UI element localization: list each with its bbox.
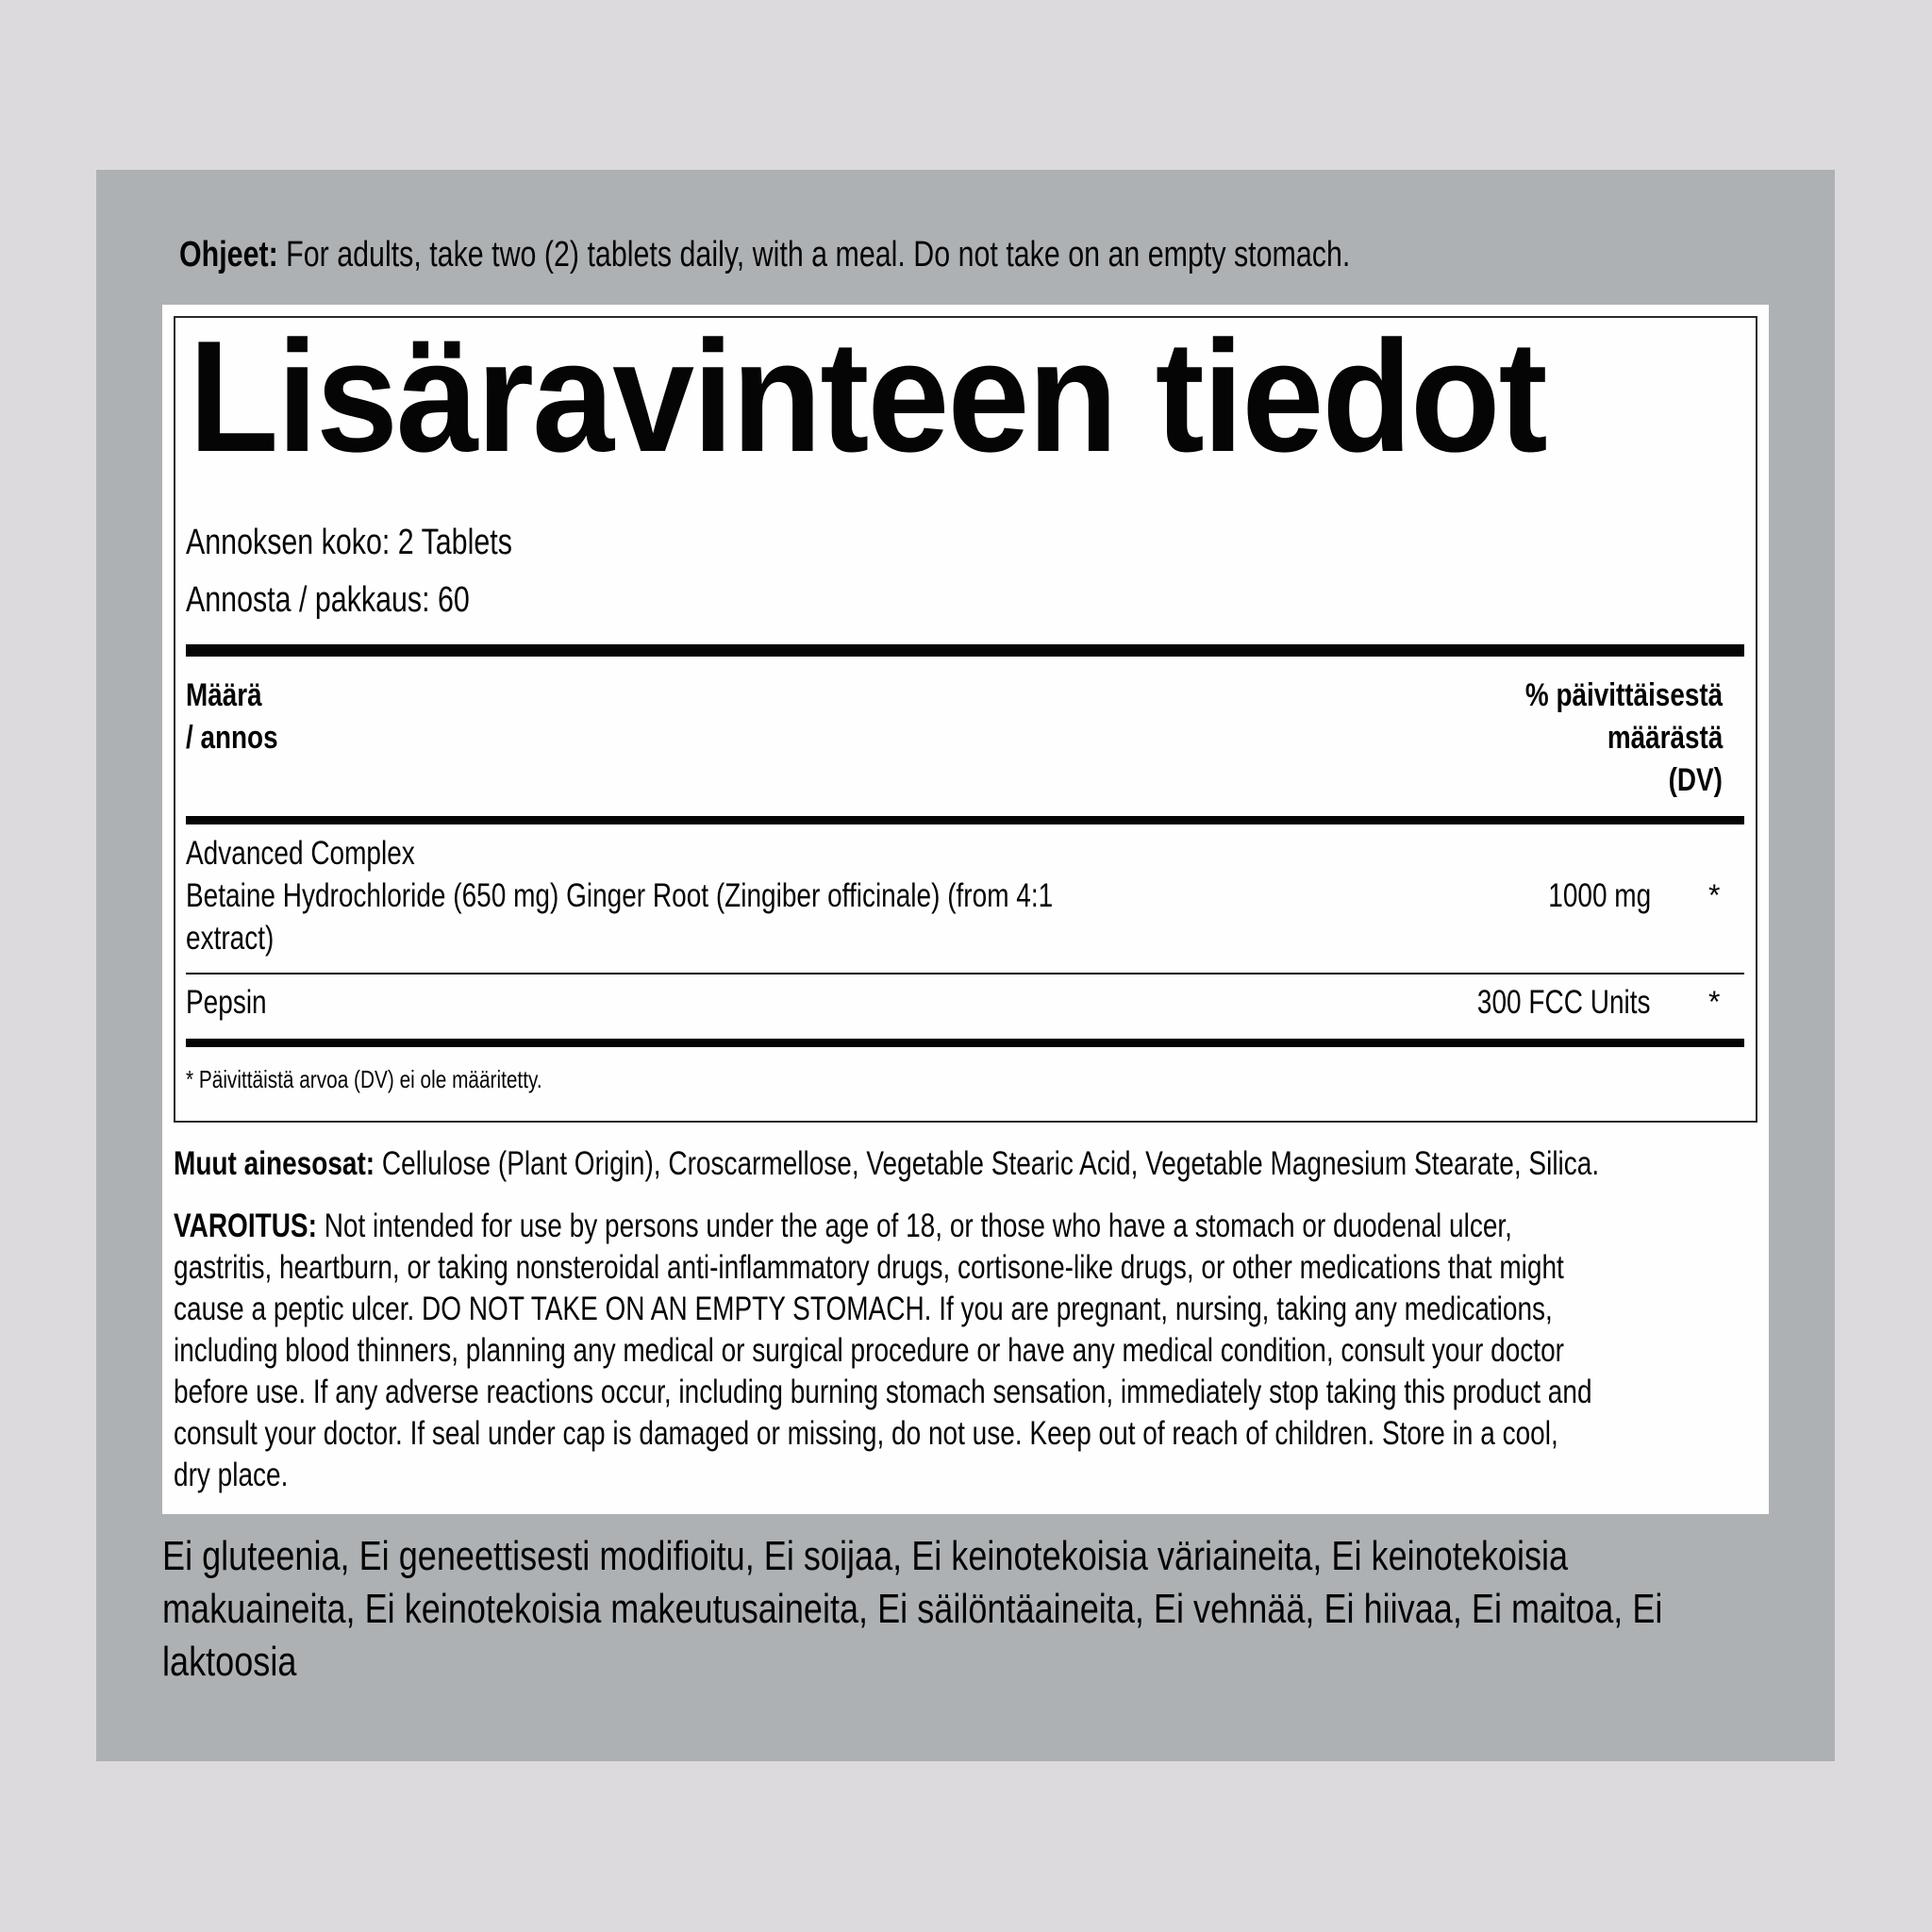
ingredient-row-name xyxy=(186,981,287,1024)
servings-per-container xyxy=(186,579,541,621)
footnote-text: * Päivittäistä arvoa (DV) ei ole määritetty. xyxy=(186,1065,542,1093)
warning-block xyxy=(174,1206,1932,1496)
warning-line: cause a peptic ulcer. DO NOT TAKE ON AN EMPTY STOMACH. If you are pregnant, nursing, taking any medications, xyxy=(174,1291,1553,1327)
warning-line: consult your doctor. If seal under cap is damaged or missing, do not use. Keep out of reach of children. Store in a cool, xyxy=(174,1415,1558,1452)
directions-line xyxy=(179,233,1643,276)
header-right-line: määrästä xyxy=(1607,720,1723,756)
title-text: Lisäravinteen tiedot xyxy=(189,308,1546,485)
ingredient-amount xyxy=(1434,981,1651,1024)
medium-divider xyxy=(186,1039,1744,1047)
free-from-statement xyxy=(162,1530,1932,1689)
warning-line: gastritis, heartburn, or taking nonsteroidal anti-inflammatory drugs, cortisone-like drugs, or other medications that might xyxy=(174,1249,1564,1286)
amount-text: 1000 mg xyxy=(1548,877,1651,914)
directions-text: For adults, take two (2) tablets daily, with a meal. Do not take on an empty stomach. xyxy=(277,235,1351,275)
ingredient-name-line: extract) xyxy=(186,920,275,957)
header-left-line: / annos xyxy=(186,720,278,756)
ingredient-name-line: Pepsin xyxy=(186,984,267,1021)
warning-line: dry place. xyxy=(174,1457,289,1493)
other-ingredients-label: Muut ainesosat: xyxy=(174,1145,375,1182)
serving-size-text: Annoksen koko: 2 Tablets xyxy=(186,523,512,562)
thick-divider xyxy=(186,644,1744,657)
servings-per-container-text: Annosta / pakkaus: 60 xyxy=(186,580,470,620)
thin-divider xyxy=(186,973,1744,974)
medium-divider xyxy=(186,816,1744,824)
daily-value-footnote xyxy=(186,1064,631,1094)
free-from-line: laktoosia xyxy=(162,1639,297,1685)
warning-line: Not intended for use by persons under the age of 18, or those who have a stomach or duodenal ulcer, xyxy=(316,1208,1512,1244)
daily-value-marker: * xyxy=(1708,878,1721,912)
ingredient-row-name xyxy=(186,832,1270,959)
ingredient-name-line: Betaine Hydrochloride (650 mg) Ginger Root (Zingiber officinale) (from 4:1 xyxy=(186,877,1054,914)
warning-line: including blood thinners, planning any medical or surgical procedure or have any medical condition, consult your doctor xyxy=(174,1332,1564,1369)
warning-line: before use. If any adverse reactions occur, including burning stomach sensation, immediately stop taking this product and xyxy=(174,1374,1592,1410)
header-right-line: (DV) xyxy=(1668,762,1723,798)
header-left-line: Määrä xyxy=(186,677,262,713)
free-from-line: makuaineita, Ei keinotekoisia makeutusaineita, Ei säilöntäaineita, Ei vehnää, Ei hiivaa, Ei maitoa, Ei xyxy=(162,1586,1663,1632)
daily-value-marker: * xyxy=(1708,985,1721,1019)
amount-text: 300 FCC Units xyxy=(1477,984,1651,1021)
directions-label: Ohjeet: xyxy=(179,235,278,275)
daily-value-header xyxy=(1482,675,1723,802)
ingredient-amount xyxy=(1523,874,1651,917)
free-from-line: Ei gluteenia, Ei geneettisesti modifioitu, Ei soijaa, Ei keinotekoisia väriaineita, Ei keinotekoisia xyxy=(162,1533,1569,1579)
amount-per-serving-header xyxy=(186,675,298,759)
warning-label: VAROITUS: xyxy=(174,1208,317,1244)
header-right-line: % päivittäisestä xyxy=(1524,677,1723,713)
ingredient-name-line: Advanced Complex xyxy=(186,835,415,872)
serving-size xyxy=(186,522,593,563)
supplement-facts-title xyxy=(189,308,1648,485)
other-ingredients-text: Cellulose (Plant Origin), Croscarmellose, Vegetable Stearic Acid, Vegetable Magnesium Stearate, Silica. xyxy=(375,1145,1600,1182)
other-ingredients xyxy=(174,1143,1932,1185)
